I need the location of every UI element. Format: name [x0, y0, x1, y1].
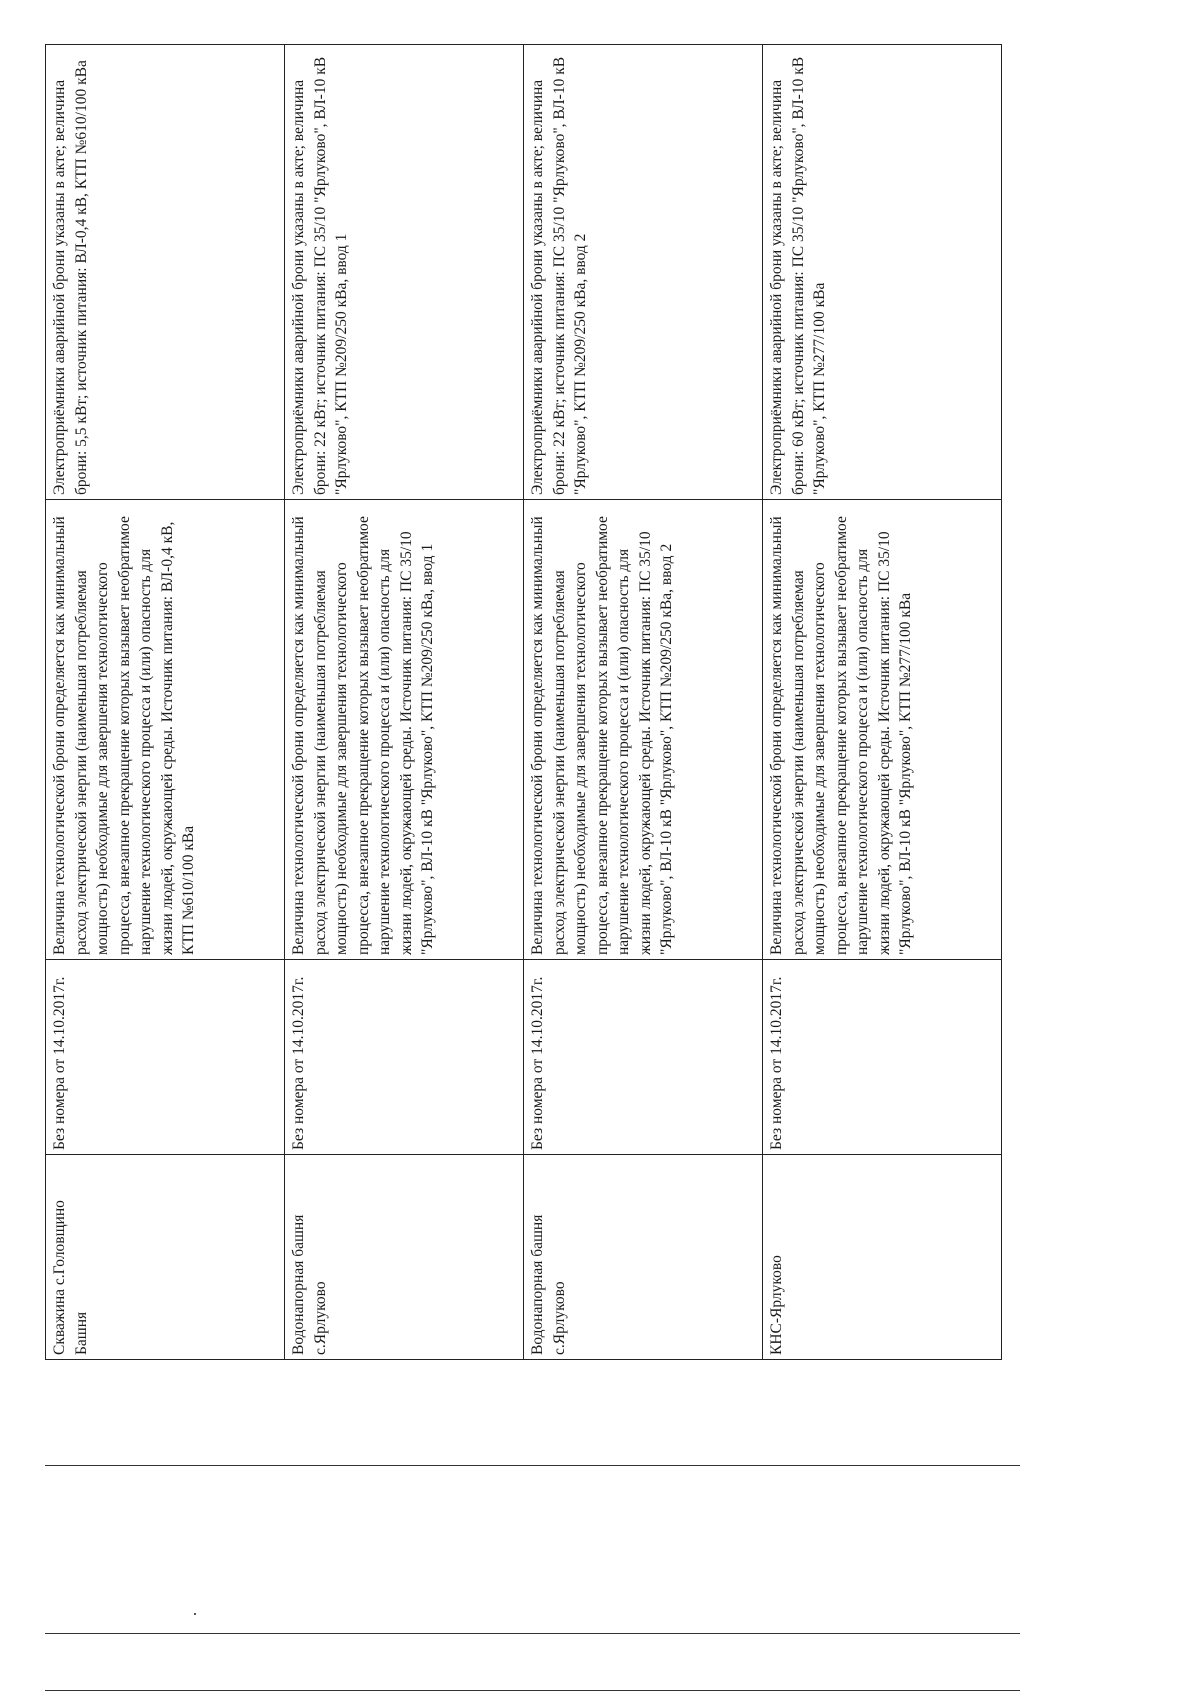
act-cell: [524, 960, 763, 1155]
table-row: [46, 45, 285, 1360]
tech-reserve-cell: [763, 500, 1002, 960]
emergency-reserve-text: Электроприёмники аварийной брони указаны в акте; величина брони: 22 кВт; источник питания: ПС 35/10 "Ярлуково", ВЛ-10 кВ "Ярлуково", КТП №209/250 кВа, ввод 1: [290, 56, 350, 495]
tech-reserve-cell: [46, 500, 285, 960]
scan-speck: [194, 1613, 196, 1615]
emergency-reserve-cell: [763, 45, 1002, 500]
emergency-reserve-text: Электроприёмники аварийной брони указаны в акте; величина брони: 5,5 кВт; источник питания: ВЛ-0,4 кВ, КТП №610/100 кВа: [51, 60, 90, 495]
object-name-cell: [763, 1155, 1002, 1360]
object-name: Скважина с.Головщино Башня: [51, 1200, 90, 1355]
horizontal-rule: [45, 1690, 1020, 1691]
object-name: Водонапорная башня с.Ярлуково: [290, 1214, 329, 1355]
horizontal-rule: [45, 1633, 1020, 1634]
table-row: [763, 45, 1002, 1360]
tech-reserve-text: Величина технологической брони определяется как минимальный расход электрической энергии (наименьшая потребляемая мощность) необходимые для завершения технологического процесса, внезапное прекращение которых вызывает необратимое нарушение технологического процесса и (или) опасность для жизни людей, окружающей среды. Источник питания: ВЛ-0,4 кВ, КТП №610/100 кВа: [51, 516, 197, 955]
tech-reserve-text: Величина технологической брони определяется как минимальный расход электрической энергии (наименьшая потребляемая мощность) необходимые для завершения технологического процесса, внезапное прекращение которых вызывает необратимое нарушение технологического процесса и (или) опасность для жизни людей, окружающей среды. Источник питания: ПС 35/10 "Ярлуково", ВЛ-10 кВ "Ярлуково", КТП №209/250 кВа, ввод 1: [290, 516, 436, 955]
act-reference: Без номера от 14.10.2017г.: [51, 976, 68, 1150]
act-cell: [763, 960, 1002, 1155]
object-name: Водонапорная башня с.Ярлуково: [529, 1214, 568, 1355]
object-name: КНС-Ярлуково: [768, 1255, 785, 1355]
tech-reserve-cell: [285, 500, 524, 960]
power-reserve-table: [45, 44, 1002, 1360]
tech-reserve-text: Величина технологической брони определяется как минимальный расход электрической энергии (наименьшая потребляемая мощность) необходимые для завершения технологического процесса, внезапное прекращение которых вызывает необратимое нарушение технологического процесса и (или) опасность для жизни людей, окружающей среды. Источник питания: ПС 35/10 "Ярлуково", ВЛ-10 кВ "Ярлуково", КТП №209/250 кВа, ввод 2: [529, 516, 675, 955]
act-reference: Без номера от 14.10.2017г.: [529, 976, 546, 1150]
object-name-cell: [285, 1155, 524, 1360]
act-cell: [285, 960, 524, 1155]
object-name-cell: [524, 1155, 763, 1360]
act-cell: [46, 960, 285, 1155]
act-reference: Без номера от 14.10.2017г.: [768, 976, 785, 1150]
act-reference: Без номера от 14.10.2017г.: [290, 976, 307, 1150]
emergency-reserve-cell: [46, 45, 285, 500]
emergency-reserve-text: Электроприёмники аварийной брони указаны в акте; величина брони: 22 кВт; источник питания: ПС 35/10 "Ярлуково", ВЛ-10 кВ "Ярлуково", КТП №209/250 кВа, ввод 2: [529, 56, 589, 495]
table-row: [285, 45, 524, 1360]
object-name-cell: [46, 1155, 285, 1360]
rotated-table-container: [45, 45, 1002, 1360]
emergency-reserve-cell: [524, 45, 763, 500]
horizontal-rule: [45, 1465, 1020, 1466]
emergency-reserve-text: Электроприёмники аварийной брони указаны в акте; величина брони: 60 кВт; источник питания: ПС 35/10 "Ярлуково", ВЛ-10 кВ "Ярлуково", КТП №277/100 кВа: [768, 56, 828, 495]
emergency-reserve-cell: [285, 45, 524, 500]
tech-reserve-cell: [524, 500, 763, 960]
tech-reserve-text: Величина технологической брони определяется как минимальный расход электрической энергии (наименьшая потребляемая мощность) необходимые для завершения технологического процесса, внезапное прекращение которых вызывает необратимое нарушение технологического процесса и (или) опасность для жизни людей, окружающей среды. Источник питания: ПС 35/10 "Ярлуково", ВЛ-10 кВ "Ярлуково", КТП №277/100 кВа: [768, 516, 914, 955]
table-row: [524, 45, 763, 1360]
